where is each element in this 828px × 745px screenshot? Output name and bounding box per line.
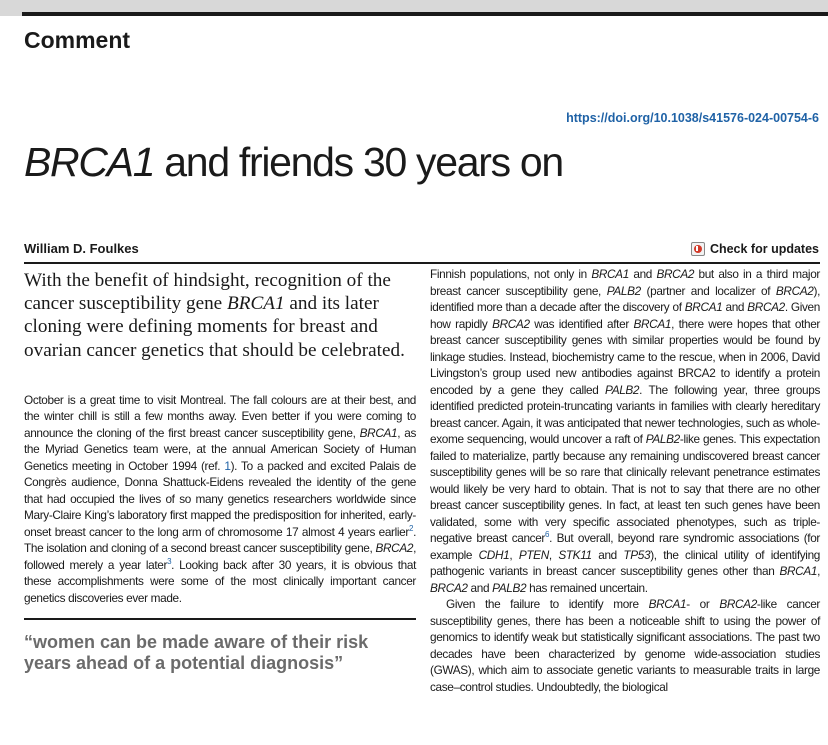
gene-name: BRCA1 <box>684 300 723 314</box>
pullquote-divider <box>24 618 416 620</box>
standfirst-gene: BRCA1 <box>227 293 285 315</box>
gene-name: PALB2 <box>605 382 640 397</box>
text-run: but also in a third major breast cancer susceptibility gene, <box>430 267 820 298</box>
text-run: . The following year, three groups identified predicted protein-truncating variants in families with clearly hereditary breast cancer. Again, it was anticipated that newer technologies, such as whole-exome sequencing, would uncover a raft of <box>430 382 820 446</box>
header-divider <box>24 262 820 264</box>
text-run: . The isolation and cloning of a second breast cancer susceptibility gene, <box>24 524 416 556</box>
text-run: -like genes. This expectation failed to materialize, partly because any remaining undiscovered breast cancer susceptibility genes will be so rare that clinically relevant penetrance estimates would likely be very hard to obtain. That is not to say that there are no other breast cancer susceptibility genes. In fact, at least ten such genes have been validated, some with very specific associated phenotypes, such as triple-negative breast cancer <box>430 432 820 545</box>
text-run: October is a great time to visit Montreal. The fall colours are at their best, and the winter chill is still a few months away. Even better if you were coming to announce the cloning of the first breast cancer susceptibility gene, <box>24 392 416 440</box>
doi-link[interactable]: https://doi.org/10.1038/s41576-024-00754-6 <box>566 111 819 125</box>
text-run: -like cancer susceptibility genes, there has been a noticeable shift to using the power of genomics to identify weak but statistically significant associations. The past two decades have been characterized by genome wide-association studies (GWAS), which aim to associate genetic variants to measurable traits in large case–control studies. Undoubtedly, the biological <box>430 597 820 694</box>
text-run: , followed merely a year later <box>24 541 416 572</box>
reference-link[interactable]: 1 <box>224 458 231 473</box>
text-run: - or <box>686 597 720 611</box>
right-column <box>430 266 820 695</box>
text-run: ), identified more than a decade after the discovery of <box>430 283 821 314</box>
text-run: and <box>722 300 748 314</box>
gene-name: BRCA1 <box>633 316 672 331</box>
gene-name: PALB2 <box>492 580 527 595</box>
citation-superscript[interactable]: 3 <box>167 556 172 566</box>
gene-name: BRCA1 <box>648 597 687 611</box>
gene-name: PTEN <box>518 547 549 562</box>
gene-name: BRCA2 <box>375 541 414 556</box>
text-run: . But overall, beyond rare syndromic associations (for example <box>430 531 820 562</box>
article-title <box>24 139 563 186</box>
standfirst-text: With the benefit of hindsight, recognition of the cancer susceptibility gene <box>24 270 391 315</box>
gene-name: BRCA2 <box>775 283 814 298</box>
gene-name: BRCA2 <box>719 597 757 611</box>
gene-name: BRCA1 <box>359 425 398 440</box>
text-run: ). To a packed and excited Palais de Congrès audience, Donna Shattuck-Eidens revealed the identity of the gene that had occupied the lives of so many genetics researchers worldwide since Mary-Claire King’s laboratory first mapped the predisposition for inherited, early-onset breast cancer to the long arm of chromosome 17 almost 4 years earlier <box>24 458 416 539</box>
citation-superscript[interactable]: 2 <box>408 523 414 533</box>
text-run: , <box>817 564 820 578</box>
text-run: ), the clinical utility of identifying pathogenic variants in breast cancer susceptibility genes other than <box>430 547 820 578</box>
gene-name: BRCA1 <box>779 564 818 578</box>
text-run: , as the Myriad Genetics team were, at the annual American Society of Human Genetics meeting in October 1994 (ref. <box>24 425 416 473</box>
top-banner-rule <box>22 12 828 16</box>
text-run: , there were hopes that other breast cancer susceptibility genes with similar properties would be found by linkage studies. Instead, biochemistry came to the rescue, when in 2006, David Livingston’s group used new antibodies against BRCA2 to identify a protein encoded by a gene they called <box>430 316 821 397</box>
title-gene-name: BRCA1 <box>24 139 155 185</box>
gene-name: TP53 <box>623 547 651 562</box>
standfirst-text: and its later cloning were defining moments for breast and ovarian cancer genetics that should be celebrated. <box>24 293 405 361</box>
text-run: Given the failure to identify more <box>446 597 649 611</box>
gene-name: BRCA2 <box>747 300 785 314</box>
text-run: , <box>509 547 519 562</box>
gene-name: PALB2 <box>606 283 641 298</box>
gene-name: BRCA2 <box>492 316 530 331</box>
text-run: Finnish populations, not only in <box>430 267 592 281</box>
text-run: , <box>548 547 559 562</box>
left-column <box>24 266 416 673</box>
check-for-updates-label: Check for updates <box>709 242 819 256</box>
text-run: and <box>628 267 657 281</box>
section-label: Comment <box>24 27 131 53</box>
body-paragraph <box>430 266 820 596</box>
check-for-updates-icon <box>691 242 705 256</box>
body-paragraph <box>430 596 820 695</box>
gene-name: BRCA1 <box>591 267 629 281</box>
text-run: and <box>467 580 493 595</box>
citation-superscript[interactable]: 6 <box>545 530 550 540</box>
intro-paragraph <box>24 392 416 607</box>
gene-name: BRCA2 <box>430 580 468 595</box>
gene-name: BRCA2 <box>656 267 695 281</box>
gene-name: PALB2 <box>645 432 680 446</box>
text-run: . Given how rapidly <box>430 300 820 331</box>
pull-quote: “women can be made aware of their risk years ahead of a potential diagnosis” <box>24 632 369 673</box>
title-text: and friends 30 years on <box>154 139 563 185</box>
text-run: has remained uncertain. <box>526 580 648 595</box>
text-run: . Looking back after 30 years, it is obvious that these accomplishments were some of the most clinically important cancer genetics discoveries ever made. <box>24 557 416 605</box>
gene-name: STK11 <box>558 547 592 562</box>
text-run: (partner and localizer of <box>640 283 776 298</box>
text-run: and <box>591 547 624 562</box>
author-name: William D. Foulkes <box>24 241 139 256</box>
text-run: was identified after <box>529 316 634 331</box>
gene-name: CDH1 <box>478 547 510 562</box>
standfirst <box>24 266 416 362</box>
check-for-updates-button[interactable] <box>691 242 819 256</box>
